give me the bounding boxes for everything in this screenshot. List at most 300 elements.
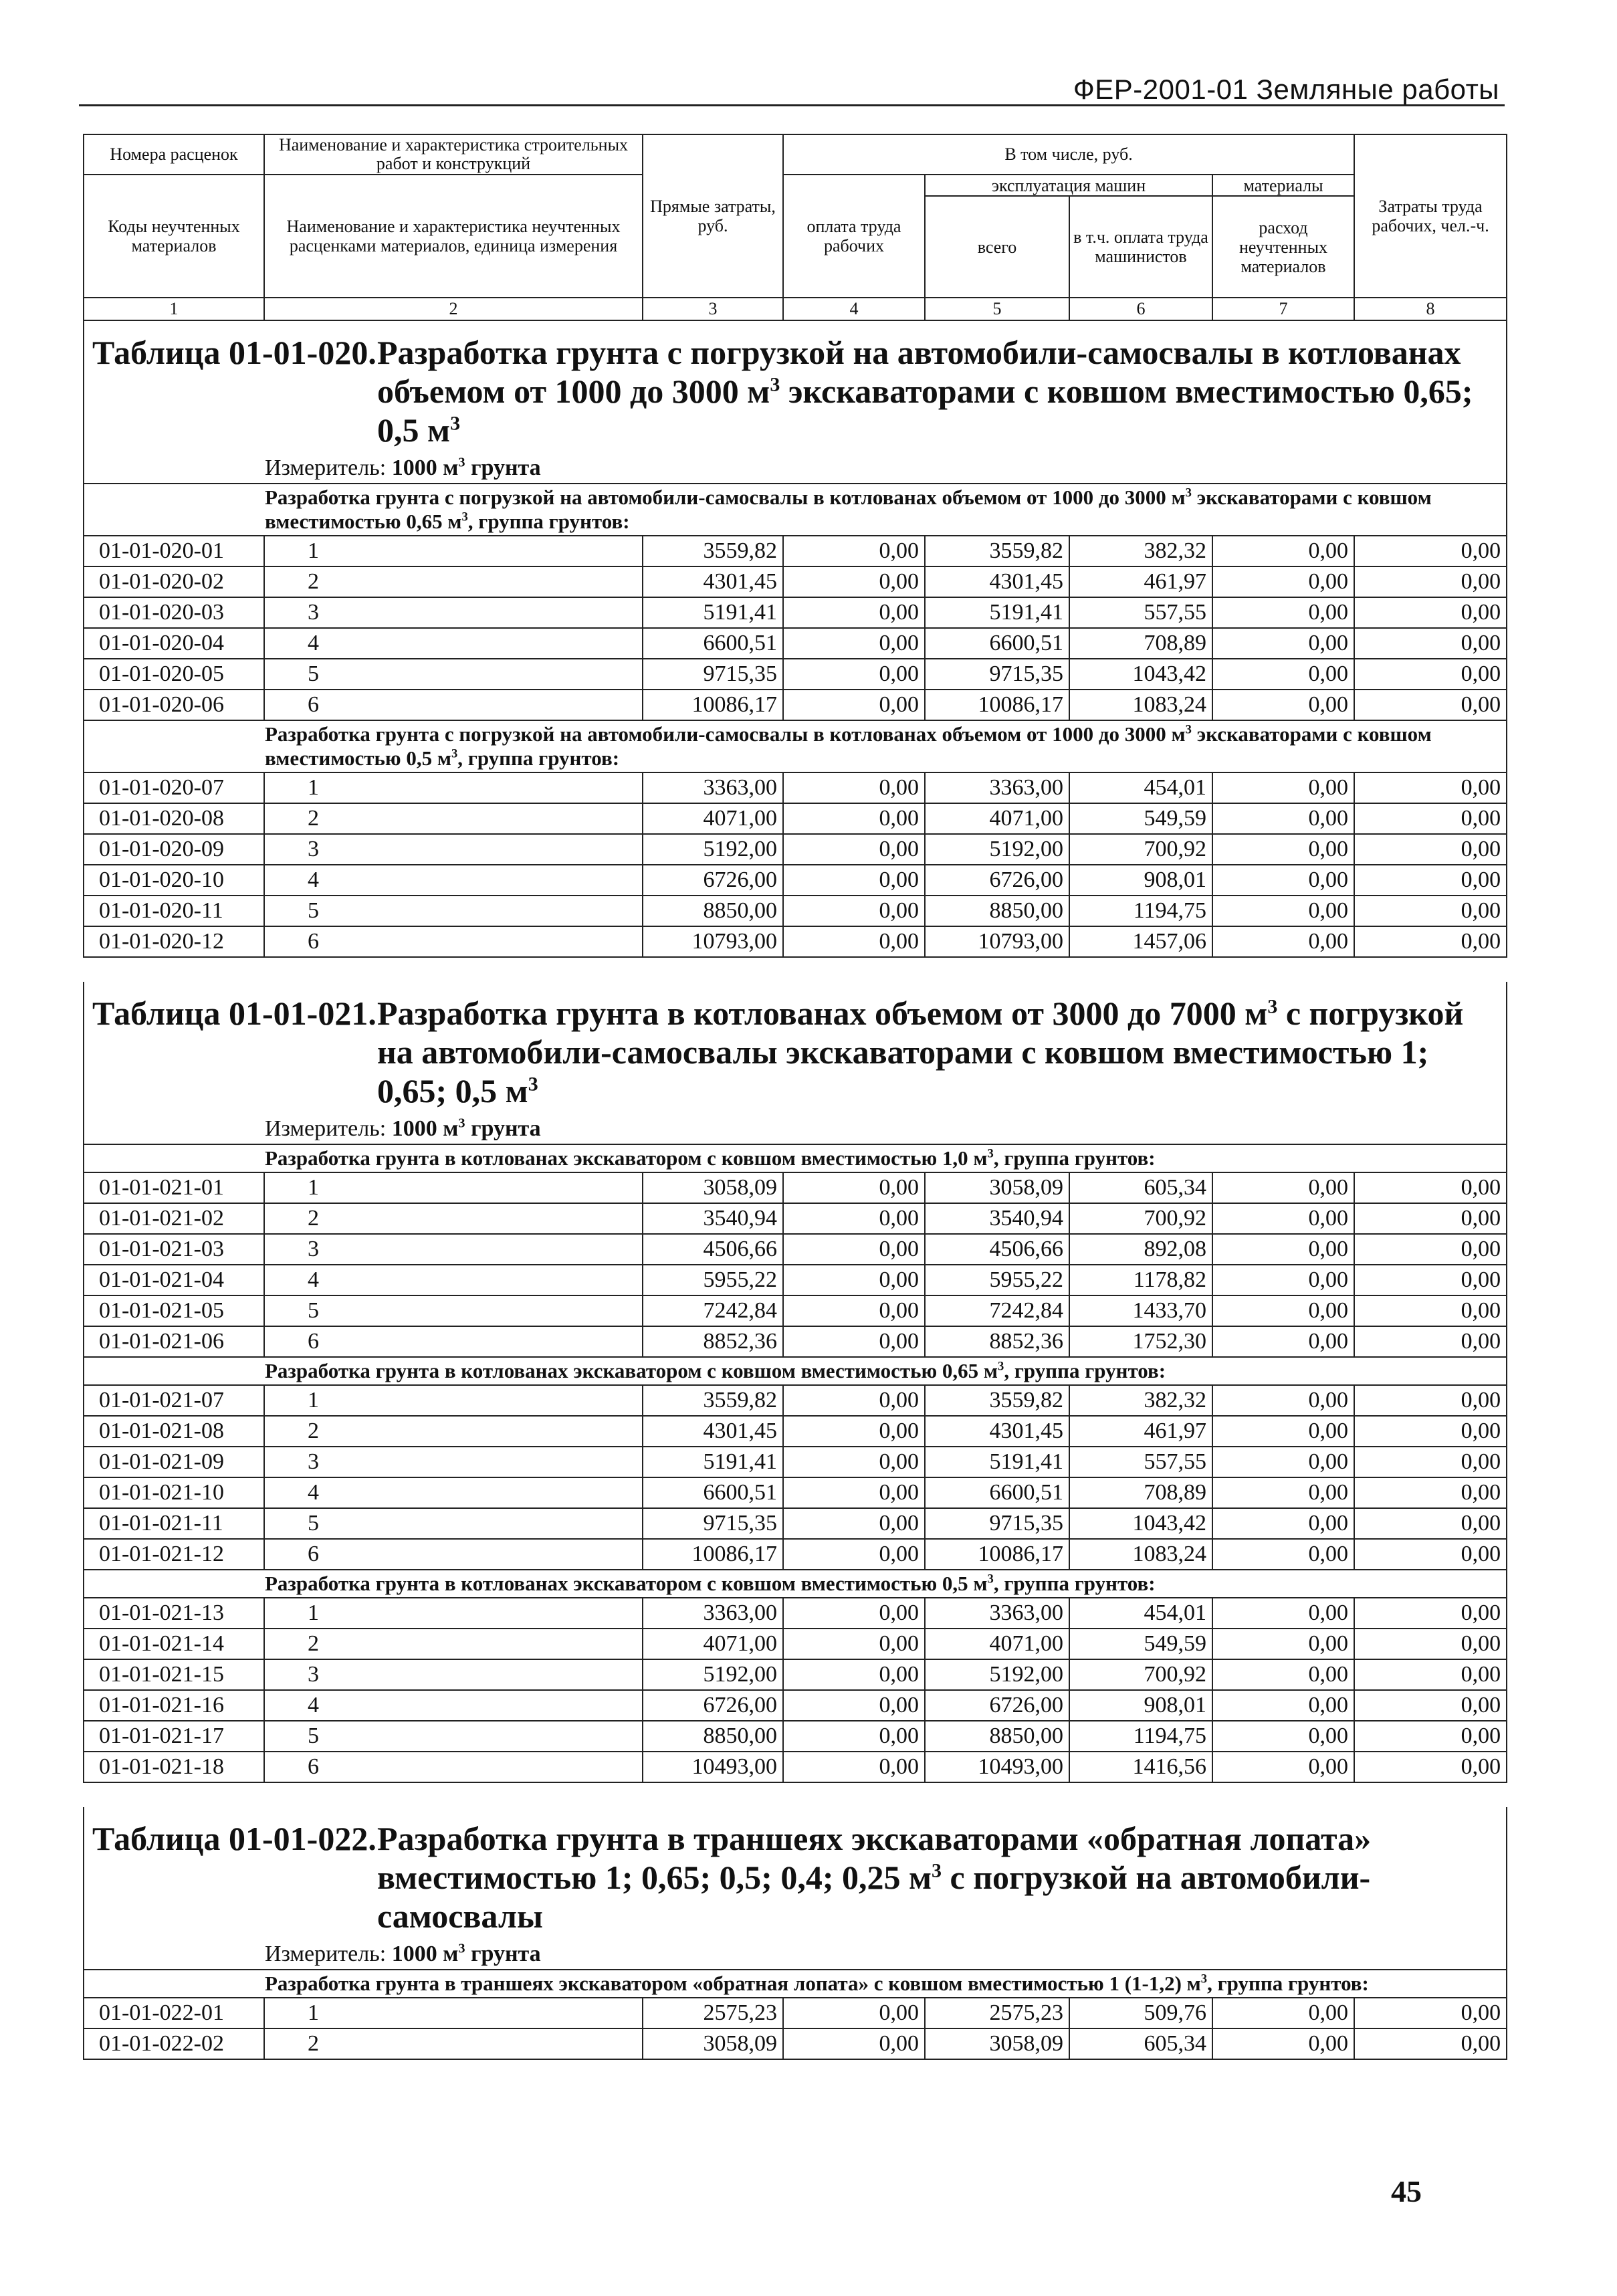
- table-row: [84, 772, 1507, 803]
- table-row: [84, 1326, 1507, 1357]
- soil-group: 6: [264, 1539, 643, 1570]
- value-otm: 892,08: [1069, 1234, 1212, 1265]
- value-mat: 0,00: [1212, 1721, 1354, 1752]
- col8-header: Затраты труда рабочих, чел.-ч.: [1354, 134, 1507, 298]
- rate-code: 01-01-020-05: [84, 659, 264, 690]
- soil-group: 1: [264, 1598, 643, 1629]
- value-mat: 0,00: [1212, 926, 1354, 957]
- table-row: [84, 1295, 1507, 1326]
- table-row: [84, 1998, 1507, 2028]
- value-mat: 0,00: [1212, 1265, 1354, 1295]
- soil-group: 2: [264, 566, 643, 597]
- value-pz: 9715,35: [643, 1508, 783, 1539]
- rate-code: 01-01-021-15: [84, 1659, 264, 1690]
- rate-code: 01-01-020-04: [84, 628, 264, 659]
- value-ot: 0,00: [783, 1172, 925, 1203]
- group-caption: Разработка грунта с погрузкой на автомобили-самосвалы в котлованах объемом от 1000 до 3000 $м^3$ экскаваторами с ковшом вместимостью 0,5 $м^3$, группа грунтов:: [84, 720, 1507, 772]
- value-otm: 700,92: [1069, 1203, 1212, 1234]
- value-mat: 0,00: [1212, 1998, 1354, 2028]
- value-zt: 0,00: [1354, 1690, 1507, 1721]
- value-em: 5191,41: [925, 1447, 1069, 1477]
- value-otm: 454,01: [1069, 772, 1212, 803]
- table-title-first: Разработка грунта в траншеях экскаваторами «обратная лопата»: [377, 1820, 1372, 1857]
- value-otm: 557,55: [1069, 1447, 1212, 1477]
- value-mat: 0,00: [1212, 865, 1354, 896]
- value-ot: 0,00: [783, 1326, 925, 1357]
- value-otm: 908,01: [1069, 1690, 1212, 1721]
- value-pz: 5192,00: [643, 834, 783, 865]
- value-ot: 0,00: [783, 628, 925, 659]
- col3-header: Прямые затраты, руб.: [643, 134, 783, 298]
- table-title: [84, 321, 1506, 453]
- value-zt: 0,00: [1354, 926, 1507, 957]
- soil-group: 1: [264, 772, 643, 803]
- table-label: Таблица 01-01-020.: [92, 334, 376, 371]
- value-pz: 3559,82: [643, 1385, 783, 1416]
- value-zt: 0,00: [1354, 659, 1507, 690]
- value-mat: 0,00: [1212, 2028, 1354, 2059]
- value-zt: 0,00: [1354, 896, 1507, 926]
- soil-group: 3: [264, 1447, 643, 1477]
- value-em: 5192,00: [925, 1659, 1069, 1690]
- value-otm: 549,59: [1069, 803, 1212, 834]
- value-mat: 0,00: [1212, 834, 1354, 865]
- value-em: 10086,17: [925, 690, 1069, 720]
- column-number-8: 8: [1354, 298, 1507, 320]
- table-title-cell: [84, 1807, 1507, 1940]
- materials-header: материалы: [1212, 175, 1354, 196]
- value-em: 2575,23: [925, 1998, 1069, 2028]
- group-caption-row: [84, 1970, 1507, 1998]
- soil-group: 5: [264, 1721, 643, 1752]
- col1-bottom-header: Коды неучтенных материалов: [84, 175, 264, 298]
- group-caption: Разработка грунта в котлованах экскаватором с ковшом вместимостью 0,65 $м^3$, группа грунтов:: [84, 1357, 1507, 1385]
- value-pz: 5191,41: [643, 597, 783, 628]
- value-em: 3540,94: [925, 1203, 1069, 1234]
- group-caption-row: [84, 1570, 1507, 1598]
- soil-group: 5: [264, 659, 643, 690]
- column-number-1: 1: [84, 298, 264, 320]
- soil-group: 6: [264, 926, 643, 957]
- value-otm: 708,89: [1069, 628, 1212, 659]
- soil-group: 1: [264, 1998, 643, 2028]
- table-row: [84, 1416, 1507, 1447]
- measure-row: [84, 1940, 1507, 1970]
- value-em: 6726,00: [925, 1690, 1069, 1721]
- table-row: [84, 1234, 1507, 1265]
- group-caption: Разработка грунта в котлованах экскаватором с ковшом вместимостью 1,0 $м^3$, группа грунтов:: [84, 1144, 1507, 1172]
- table-row: [84, 1598, 1507, 1629]
- value-zt: 0,00: [1354, 803, 1507, 834]
- value-mat: 0,00: [1212, 1447, 1354, 1477]
- value-pz: 8850,00: [643, 1721, 783, 1752]
- table-title-row: [84, 982, 1507, 1114]
- table-row: [84, 1539, 1507, 1570]
- rate-code: 01-01-021-05: [84, 1295, 264, 1326]
- col2-top-header: Наименование и характеристика строительных работ и конструкций: [264, 134, 643, 175]
- measure-row: [84, 1114, 1507, 1144]
- soil-group: 6: [264, 1752, 643, 1782]
- value-pz: 8852,36: [643, 1326, 783, 1357]
- measure-value: 1000 $м^3$ грунта: [391, 1941, 541, 1966]
- table-row: [84, 834, 1507, 865]
- table-row: [84, 865, 1507, 896]
- value-em: 4071,00: [925, 803, 1069, 834]
- soil-group: 4: [264, 1265, 643, 1295]
- table-title-row: [84, 1807, 1507, 1940]
- table-title-rest: вместимостью 1; 0,65; 0,5; 0,4; 0,25 $м^3$ с погрузкой на автомобили-самосвалы: [377, 1859, 1371, 1935]
- measure-cell: [84, 1940, 1507, 1970]
- table-row: [84, 1203, 1507, 1234]
- value-ot: 0,00: [783, 926, 925, 957]
- table-row: [84, 1508, 1507, 1539]
- value-mat: 0,00: [1212, 1172, 1354, 1203]
- value-ot: 0,00: [783, 2028, 925, 2059]
- value-zt: 0,00: [1354, 1385, 1507, 1416]
- rate-code: 01-01-021-14: [84, 1629, 264, 1659]
- value-zt: 0,00: [1354, 1629, 1507, 1659]
- value-em: 3559,82: [925, 536, 1069, 566]
- value-otm: 461,97: [1069, 1416, 1212, 1447]
- group-caption-row: [84, 720, 1507, 772]
- measure-value: 1000 $м^3$ грунта: [391, 1116, 541, 1141]
- table-row: [84, 1477, 1507, 1508]
- rate-code: 01-01-021-03: [84, 1234, 264, 1265]
- value-pz: 4071,00: [643, 803, 783, 834]
- value-zt: 0,00: [1354, 1172, 1507, 1203]
- value-zt: 0,00: [1354, 690, 1507, 720]
- value-mat: 0,00: [1212, 772, 1354, 803]
- table-row: [84, 896, 1507, 926]
- value-ot: 0,00: [783, 1598, 925, 1629]
- rate-code: 01-01-021-16: [84, 1690, 264, 1721]
- table-label: Таблица 01-01-021.: [92, 995, 376, 1032]
- value-pz: 6600,51: [643, 628, 783, 659]
- col1-top-header: Номера расценок: [84, 134, 264, 175]
- rate-code: 01-01-020-01: [84, 536, 264, 566]
- column-number-5: 5: [925, 298, 1069, 320]
- measure-cell: [84, 453, 1507, 484]
- measure-cell: [84, 1114, 1507, 1144]
- value-pz: 2575,23: [643, 1998, 783, 2028]
- value-pz: 10086,17: [643, 690, 783, 720]
- column-number-7: 7: [1212, 298, 1354, 320]
- measure: [84, 1114, 1506, 1144]
- value-zt: 0,00: [1354, 834, 1507, 865]
- value-otm: 454,01: [1069, 1598, 1212, 1629]
- value-ot: 0,00: [783, 597, 925, 628]
- value-ot: 0,00: [783, 690, 925, 720]
- value-em: 6600,51: [925, 1477, 1069, 1508]
- rate-code: 01-01-020-02: [84, 566, 264, 597]
- value-zt: 0,00: [1354, 1416, 1507, 1447]
- value-em: 4301,45: [925, 566, 1069, 597]
- table-row: [84, 659, 1507, 690]
- value-ot: 0,00: [783, 1690, 925, 1721]
- value-em: 3363,00: [925, 1598, 1069, 1629]
- value-em: 10493,00: [925, 1752, 1069, 1782]
- value-ot: 0,00: [783, 1659, 925, 1690]
- rate-code: 01-01-021-10: [84, 1477, 264, 1508]
- value-mat: 0,00: [1212, 1659, 1354, 1690]
- value-zt: 0,00: [1354, 1234, 1507, 1265]
- group-caption-row: [84, 1357, 1507, 1385]
- value-mat: 0,00: [1212, 597, 1354, 628]
- value-pz: 3058,09: [643, 2028, 783, 2059]
- rate-code: 01-01-021-07: [84, 1385, 264, 1416]
- rate-code: 01-01-021-12: [84, 1539, 264, 1570]
- value-pz: 10793,00: [643, 926, 783, 957]
- value-mat: 0,00: [1212, 1508, 1354, 1539]
- soil-group: 4: [264, 1477, 643, 1508]
- value-zt: 0,00: [1354, 1326, 1507, 1357]
- header-title: ФЕР-2001-01 Земляные работы: [1073, 74, 1499, 105]
- separator-cell: [84, 1782, 1507, 1807]
- value-em: 3058,09: [925, 1172, 1069, 1203]
- soil-group: 5: [264, 1508, 643, 1539]
- value-pz: 7242,84: [643, 1295, 783, 1326]
- table-row: [84, 926, 1507, 957]
- value-em: 4301,45: [925, 1416, 1069, 1447]
- table-title-first: Разработка грунта с погрузкой на автомобили-самосвалы в котлованах: [377, 334, 1461, 371]
- table-title-rest: объемом от 1000 до 3000 $м^3$ экскаваторами с ковшом вместимостью 0,65; 0,5 $м^3$: [377, 373, 1473, 449]
- value-zt: 0,00: [1354, 628, 1507, 659]
- rate-code: 01-01-022-01: [84, 1998, 264, 2028]
- value-mat: 0,00: [1212, 566, 1354, 597]
- table-row: [84, 2028, 1507, 2059]
- soil-group: 5: [264, 896, 643, 926]
- value-otm: 1043,42: [1069, 1508, 1212, 1539]
- value-pz: 4071,00: [643, 1629, 783, 1659]
- rate-code: 01-01-020-12: [84, 926, 264, 957]
- value-pz: 5192,00: [643, 1659, 783, 1690]
- value-em: 9715,35: [925, 1508, 1069, 1539]
- measure-row: [84, 453, 1507, 484]
- soil-group: 2: [264, 1416, 643, 1447]
- rate-code: 01-01-020-10: [84, 865, 264, 896]
- table-title: [84, 982, 1506, 1114]
- table-row: [84, 1721, 1507, 1752]
- measure: [84, 1940, 1506, 1969]
- col5-header: всего: [925, 196, 1069, 298]
- col7-header: расход неучтенных материалов: [1212, 196, 1354, 298]
- soil-group: 2: [264, 803, 643, 834]
- value-mat: 0,00: [1212, 1598, 1354, 1629]
- value-zt: 0,00: [1354, 1508, 1507, 1539]
- value-em: 8852,36: [925, 1326, 1069, 1357]
- value-em: 8850,00: [925, 896, 1069, 926]
- column-number-3: 3: [643, 298, 783, 320]
- value-mat: 0,00: [1212, 659, 1354, 690]
- table-row: [84, 628, 1507, 659]
- value-zt: 0,00: [1354, 1752, 1507, 1782]
- value-ot: 0,00: [783, 1721, 925, 1752]
- value-ot: 0,00: [783, 1416, 925, 1447]
- rates-page: [83, 134, 1506, 2060]
- value-otm: 700,92: [1069, 834, 1212, 865]
- table-row: [84, 1659, 1507, 1690]
- value-ot: 0,00: [783, 1629, 925, 1659]
- rate-code: 01-01-021-17: [84, 1721, 264, 1752]
- value-ot: 0,00: [783, 1234, 925, 1265]
- soil-group: 2: [264, 2028, 643, 2059]
- table-separator: [84, 957, 1507, 982]
- measure-label: Измеритель:: [265, 1116, 387, 1141]
- column-number-4: 4: [783, 298, 925, 320]
- value-ot: 0,00: [783, 536, 925, 566]
- col4-header: оплата труда рабочих: [783, 175, 925, 298]
- column-number-6: 6: [1069, 298, 1212, 320]
- value-pz: 5191,41: [643, 1447, 783, 1477]
- value-em: 10793,00: [925, 926, 1069, 957]
- measure: [84, 453, 1506, 483]
- value-mat: 0,00: [1212, 1326, 1354, 1357]
- group-caption: Разработка грунта в котлованах экскаватором с ковшом вместимостью 0,5 $м^3$, группа грунтов:: [84, 1570, 1507, 1598]
- value-em: 5191,41: [925, 597, 1069, 628]
- rate-code: 01-01-021-11: [84, 1508, 264, 1539]
- value-pz: 3058,09: [643, 1172, 783, 1203]
- value-mat: 0,00: [1212, 1690, 1354, 1721]
- page-header: [79, 72, 1505, 106]
- table-row: [84, 536, 1507, 566]
- value-pz: 10493,00: [643, 1752, 783, 1782]
- rate-code: 01-01-021-09: [84, 1447, 264, 1477]
- value-pz: 6600,51: [643, 1477, 783, 1508]
- rate-code: 01-01-021-02: [84, 1203, 264, 1234]
- value-mat: 0,00: [1212, 536, 1354, 566]
- value-mat: 0,00: [1212, 1385, 1354, 1416]
- table-title-rest: на автомобили-самосвалы экскаваторами с ковшом вместимостью 1; 0,65; 0,5 $м^3$: [377, 1033, 1429, 1110]
- value-otm: 1043,42: [1069, 659, 1212, 690]
- value-zt: 0,00: [1354, 1721, 1507, 1752]
- value-otm: 382,32: [1069, 536, 1212, 566]
- value-ot: 0,00: [783, 1385, 925, 1416]
- value-ot: 0,00: [783, 659, 925, 690]
- rate-code: 01-01-020-08: [84, 803, 264, 834]
- measure-value: 1000 $м^3$ грунта: [391, 455, 541, 480]
- machines-header: эксплуатация машин: [925, 175, 1212, 196]
- table-title-cell: [84, 321, 1507, 453]
- value-otm: 605,34: [1069, 1172, 1212, 1203]
- table-row: [84, 1629, 1507, 1659]
- soil-group: 1: [264, 536, 643, 566]
- soil-group: 3: [264, 1659, 643, 1690]
- rate-code: 01-01-021-06: [84, 1326, 264, 1357]
- value-otm: 1194,75: [1069, 896, 1212, 926]
- value-otm: 708,89: [1069, 1477, 1212, 1508]
- column-header-table: [83, 134, 1507, 321]
- value-pz: 5955,22: [643, 1265, 783, 1295]
- value-zt: 0,00: [1354, 597, 1507, 628]
- group-caption: Разработка грунта с погрузкой на автомобили-самосвалы в котлованах объемом от 1000 до 3000 $м^3$ экскаваторами с ковшом вместимостью 0,65 $м^3$, группа грунтов:: [84, 484, 1507, 536]
- page-number: 45: [1391, 2174, 1422, 2208]
- group-caption: Разработка грунта в траншеях экскаватором «обратная лопата» с ковшом вместимостью 1 (1-1,2) $м^3$, группа грунтов:: [84, 1970, 1507, 1998]
- value-mat: 0,00: [1212, 1629, 1354, 1659]
- value-otm: 549,59: [1069, 1629, 1212, 1659]
- value-zt: 0,00: [1354, 536, 1507, 566]
- value-pz: 3363,00: [643, 1598, 783, 1629]
- group-caption-row: [84, 484, 1507, 536]
- rate-code: 01-01-020-11: [84, 896, 264, 926]
- soil-group: 3: [264, 1234, 643, 1265]
- value-otm: 908,01: [1069, 865, 1212, 896]
- value-zt: 0,00: [1354, 566, 1507, 597]
- value-zt: 0,00: [1354, 1998, 1507, 2028]
- measure-label: Измеритель:: [265, 455, 387, 480]
- value-otm: 1083,24: [1069, 690, 1212, 720]
- value-mat: 0,00: [1212, 628, 1354, 659]
- value-em: 4506,66: [925, 1234, 1069, 1265]
- soil-group: 3: [264, 834, 643, 865]
- value-mat: 0,00: [1212, 1295, 1354, 1326]
- value-mat: 0,00: [1212, 896, 1354, 926]
- table-separator: [84, 1782, 1507, 1807]
- group-caption-row: [84, 1144, 1507, 1172]
- value-otm: 382,32: [1069, 1385, 1212, 1416]
- table-title-row: [84, 321, 1507, 453]
- rate-code: 01-01-020-09: [84, 834, 264, 865]
- table-row: [84, 1265, 1507, 1295]
- value-pz: 6726,00: [643, 1690, 783, 1721]
- table-title: [84, 1807, 1506, 1940]
- table-title-first: Разработка грунта в котлованах объемом от 3000 до 7000 $м^3$ с погрузкой: [377, 995, 1464, 1032]
- value-pz: 3540,94: [643, 1203, 783, 1234]
- table-row: [84, 597, 1507, 628]
- soil-group: 3: [264, 597, 643, 628]
- value-ot: 0,00: [783, 566, 925, 597]
- value-otm: 1752,30: [1069, 1326, 1212, 1357]
- rate-code: 01-01-021-01: [84, 1172, 264, 1203]
- rate-code: 01-01-020-06: [84, 690, 264, 720]
- value-otm: 509,76: [1069, 1998, 1212, 2028]
- table-row: [84, 1752, 1507, 1782]
- value-mat: 0,00: [1212, 1234, 1354, 1265]
- value-em: 3058,09: [925, 2028, 1069, 2059]
- value-em: 5192,00: [925, 834, 1069, 865]
- soil-group: 1: [264, 1172, 643, 1203]
- value-em: 3363,00: [925, 772, 1069, 803]
- value-ot: 0,00: [783, 1295, 925, 1326]
- col2-bottom-header: Наименование и характеристика неучтенных расценками материалов, единица измерения: [264, 175, 643, 298]
- table-title-cell: [84, 982, 1507, 1114]
- col6-header: в т.ч. оплата труда машинистов: [1069, 196, 1212, 298]
- soil-group: 4: [264, 1690, 643, 1721]
- value-em: 10086,17: [925, 1539, 1069, 1570]
- value-ot: 0,00: [783, 803, 925, 834]
- value-otm: 1433,70: [1069, 1295, 1212, 1326]
- value-zt: 0,00: [1354, 1598, 1507, 1629]
- value-zt: 0,00: [1354, 1477, 1507, 1508]
- table-row: [84, 803, 1507, 834]
- table-row: [84, 1172, 1507, 1203]
- rate-code: 01-01-021-18: [84, 1752, 264, 1782]
- value-otm: 1416,56: [1069, 1752, 1212, 1782]
- value-pz: 8850,00: [643, 896, 783, 926]
- value-em: 6600,51: [925, 628, 1069, 659]
- value-pz: 4506,66: [643, 1234, 783, 1265]
- value-em: 4071,00: [925, 1629, 1069, 1659]
- value-em: 3559,82: [925, 1385, 1069, 1416]
- value-ot: 0,00: [783, 1539, 925, 1570]
- soil-group: 2: [264, 1629, 643, 1659]
- rate-code: 01-01-021-13: [84, 1598, 264, 1629]
- soil-group: 6: [264, 1326, 643, 1357]
- value-em: 9715,35: [925, 659, 1069, 690]
- value-mat: 0,00: [1212, 1477, 1354, 1508]
- value-mat: 0,00: [1212, 1203, 1354, 1234]
- measure-label: Измеритель:: [265, 1942, 387, 1966]
- value-zt: 0,00: [1354, 1539, 1507, 1570]
